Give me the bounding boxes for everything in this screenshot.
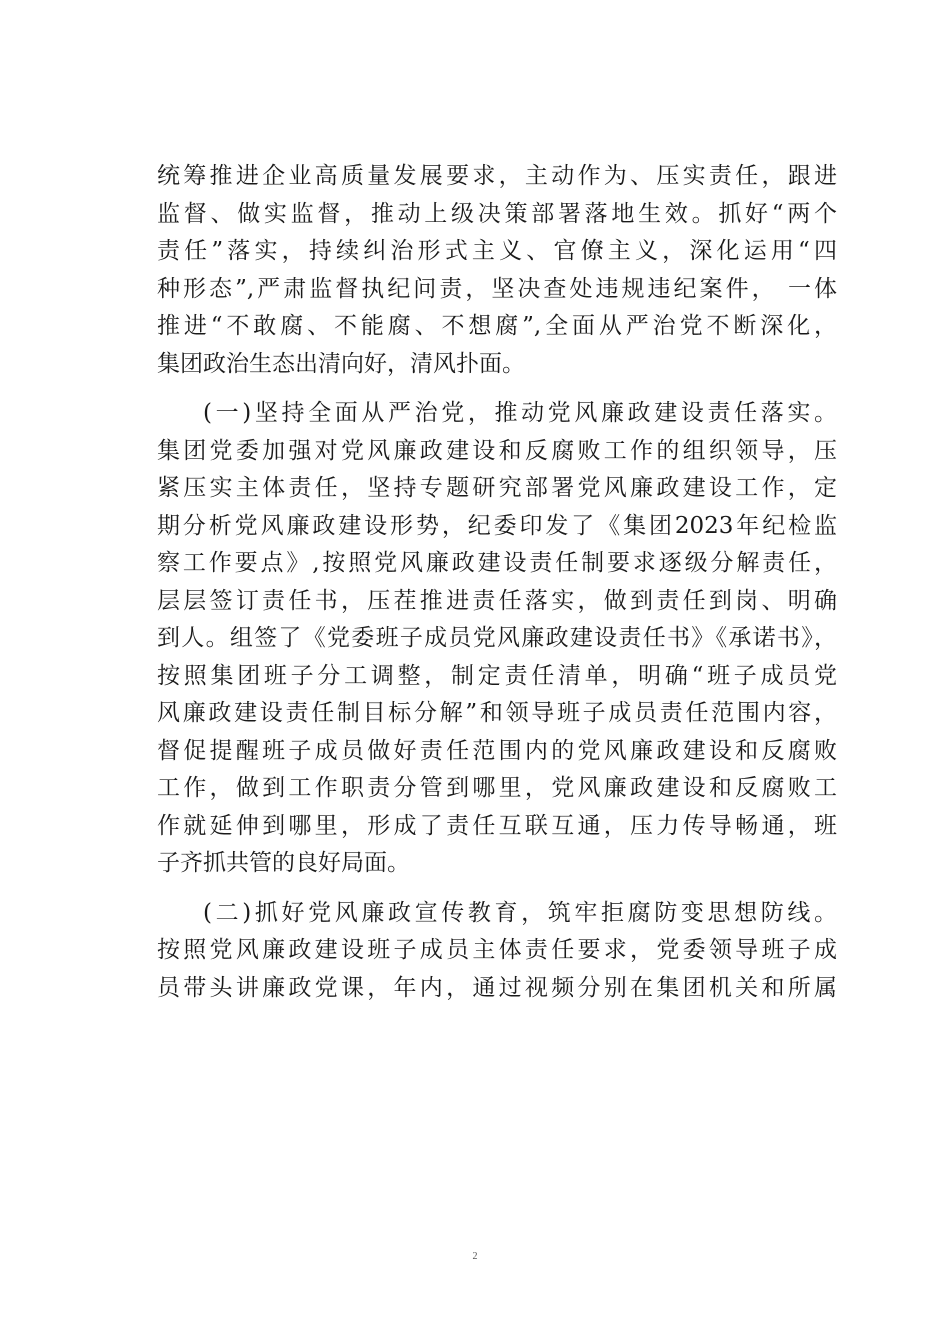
text-line: 员带头讲廉政党课，年内，通过视频分别在集团机关和所属 [157, 974, 837, 1001]
text-line: 督促提醒班子成员做好责任范围内的党风廉政建设和反腐败 [157, 737, 837, 764]
text-line: 到人。组签了《党委班子成员党风廉政建设责任书》《承诺书》， [157, 625, 837, 651]
text-line: 风廉政建设责任制目标分解”和领导班子成员责任范围内容， [157, 700, 837, 726]
page-number: 2 [472, 1251, 478, 1262]
text-line: 监督、做实监督，推动上级决策部署落地生效。抓好“两个 [157, 200, 837, 227]
paragraph-1 [157, 158, 837, 383]
text-line: 层层签订责任书，压茬推进责任落实，做到责任到岗、明确 [157, 587, 837, 614]
section-heading: (二)抓好党风廉政宣传教育，筑牢拒腐防变思想防线。 [203, 899, 837, 926]
text-line: 按照党风廉政建设班子成员主体责任要求，党委领导班子成 [157, 937, 837, 963]
section-heading: (一)坚持全面从严治党，推动党风廉政建设责任落实。 [203, 400, 837, 426]
text-line: 统筹推进企业高质量发展要求，主动作为、压实责任，跟进 [157, 163, 837, 189]
body-text [157, 158, 837, 1007]
text-line: 种形态”,严肃监督执纪问责，坚决查处违规违纪案件， 一体 [157, 275, 837, 302]
text-line: 集团政治生态出清向好，清风扑面。 [157, 350, 525, 377]
text-line: 按照集团班子分工调整，制定责任清单，明确“班子成员党 [157, 662, 837, 689]
text-line: 作就延伸到哪里，形成了责任互联互通，压力传导畅通，班 [157, 812, 837, 839]
text-line: 子齐抓共管的良好局面。 [157, 850, 410, 876]
text-line: 察工作要点》,按照党风廉政建设责任制要求逐级分解责任， [157, 550, 837, 576]
text-line: 推进“不敢腐、不能腐、不想腐”,全面从严治党不断深化， [157, 313, 837, 339]
text-line: 工作，做到工作职责分管到哪里，党风廉政建设和反腐败工 [157, 775, 837, 801]
text-line: 期分析党风廉政建设形势，纪委印发了《集团2023年纪检监 [157, 512, 837, 539]
paragraph-3 [157, 895, 837, 1008]
text-line: 责任”落实，持续纠治形式主义、官僚主义，深化运用“四 [157, 238, 837, 264]
paragraph-2 [157, 395, 837, 883]
text-line: 集团党委加强对党风廉政建设和反腐败工作的组织领导，压 [157, 437, 837, 464]
text-line: 紧压实主体责任，坚持专题研究部署党风廉政建设工作，定 [157, 475, 837, 501]
